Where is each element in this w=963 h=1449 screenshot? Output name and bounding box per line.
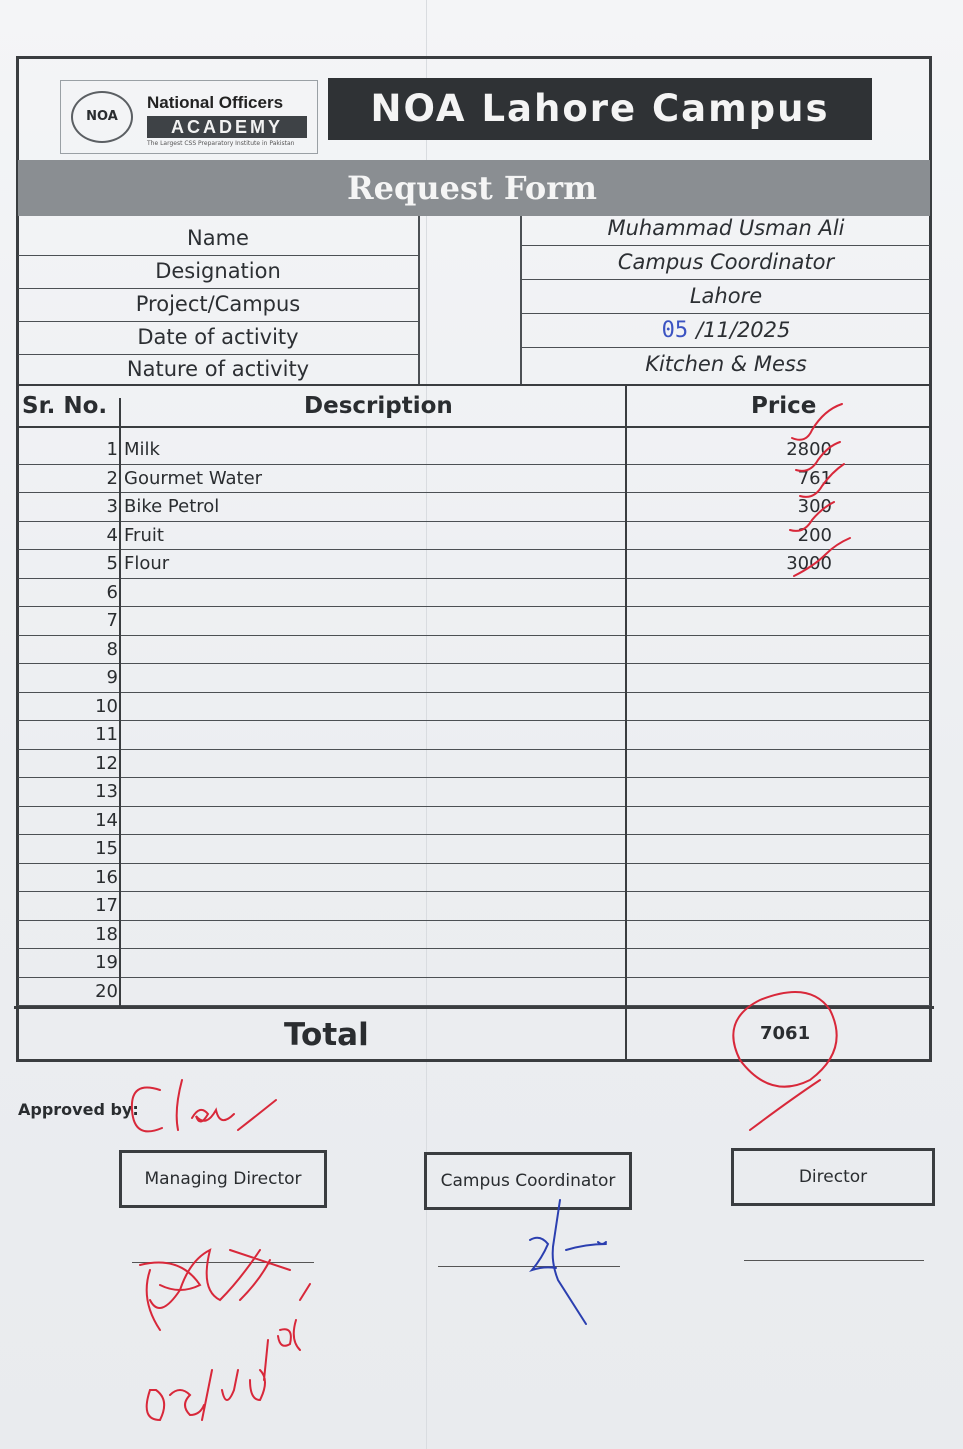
table-row — [18, 721, 930, 750]
table-row — [18, 978, 930, 1007]
info-label-date: Date of activity — [18, 321, 418, 355]
managing-director-box: Managing Director — [119, 1150, 327, 1208]
table-row — [18, 949, 930, 978]
column-divider-sr — [119, 398, 121, 1006]
total-value: 7061 — [760, 1023, 811, 1044]
info-value-designation: Campus Coordinator — [522, 246, 930, 280]
row-number: 19 — [95, 952, 118, 973]
row-number: 11 — [95, 724, 118, 745]
table-row — [18, 807, 930, 836]
table-row — [18, 493, 930, 522]
row-price: 761 — [797, 467, 832, 489]
info-value-nature: Kitchen & Mess — [645, 352, 807, 376]
approval-signature — [132, 1080, 276, 1131]
form-title: Request Form — [347, 169, 597, 207]
row-description: Gourmet Water — [124, 467, 263, 489]
table-row — [18, 892, 930, 921]
noa-logo — [60, 80, 318, 154]
table-row — [18, 550, 930, 579]
md-signature-line — [132, 1262, 314, 1263]
row-number: 9 — [106, 667, 118, 688]
table-row — [18, 921, 930, 950]
row-number: 12 — [95, 752, 118, 774]
campus-coordinator-box: Campus Coordinator — [424, 1152, 632, 1210]
row-description: Milk — [124, 439, 160, 460]
row-number: 6 — [106, 581, 118, 603]
row-number: 13 — [95, 781, 118, 802]
row-number: 17 — [95, 895, 118, 916]
row-number: 16 — [95, 866, 118, 888]
row-price: 200 — [797, 524, 832, 546]
table-row — [18, 465, 930, 494]
row-description: Flour — [124, 553, 170, 574]
table-row — [18, 664, 930, 693]
row-number: 20 — [95, 980, 118, 1002]
table-row — [18, 778, 930, 807]
info-label-nature: Nature of activity — [126, 357, 310, 381]
row-price: 300 — [797, 496, 832, 517]
table-row — [18, 436, 930, 465]
form-title-bar — [18, 160, 930, 216]
info-label-designation: Designation — [18, 255, 418, 289]
director-signature-line — [744, 1260, 924, 1261]
header-description: Description — [304, 393, 453, 419]
row-description: Fruit — [124, 524, 164, 546]
total-label: Total — [284, 1017, 369, 1053]
info-label-campus: Project/Campus — [18, 288, 418, 322]
row-number: 8 — [106, 638, 118, 660]
info-divider — [418, 216, 522, 384]
noa-emblem-icon: NOA — [71, 91, 133, 143]
row-number: 2 — [106, 467, 118, 489]
table-row — [18, 750, 930, 779]
header-sr-no: Sr. No. — [22, 393, 108, 419]
table-row — [18, 522, 930, 551]
row-price: 2800 — [786, 439, 832, 460]
date-month-year: /11/2025 — [696, 318, 791, 342]
row-price: 3000 — [786, 553, 832, 574]
table-row — [18, 579, 930, 608]
table-header — [18, 384, 930, 428]
row-number: 7 — [106, 610, 118, 631]
table-row — [18, 636, 930, 665]
table-row — [18, 607, 930, 636]
row-number: 10 — [95, 695, 118, 717]
campus-banner: NOA Lahore Campus — [328, 78, 872, 140]
info-value-campus: Lahore — [522, 280, 930, 314]
table-row — [18, 835, 930, 864]
row-description: Bike Petrol — [124, 496, 220, 517]
row-number: 14 — [95, 809, 118, 831]
info-label-name: Name — [18, 222, 418, 256]
row-number: 5 — [106, 553, 118, 574]
handwritten-day: 05 — [661, 318, 689, 343]
logo-line-2: ACADEMY — [147, 116, 307, 138]
approved-by-label: Approved by: — [18, 1100, 139, 1119]
table-row — [18, 693, 930, 722]
logo-line-1: National Officers — [147, 93, 284, 112]
campus-coordinator-signature — [530, 1200, 606, 1324]
row-number: 18 — [95, 923, 118, 945]
row-number: 1 — [106, 439, 118, 460]
info-value-date — [522, 314, 930, 348]
row-number: 4 — [106, 524, 118, 546]
row-number: 15 — [95, 838, 118, 859]
table-row — [18, 864, 930, 893]
handwritten-date — [147, 1284, 310, 1420]
director-box: Director — [731, 1148, 935, 1206]
header-price: Price — [751, 393, 817, 419]
logo-tagline: The Largest CSS Preparatory Institute in Pakistan — [147, 140, 295, 147]
row-number: 3 — [106, 496, 118, 517]
total-row — [14, 1006, 934, 1062]
cc-signature-line — [438, 1266, 620, 1267]
info-value-name: Muhammad Usman Ali — [522, 212, 930, 246]
column-divider-price — [625, 384, 627, 1062]
